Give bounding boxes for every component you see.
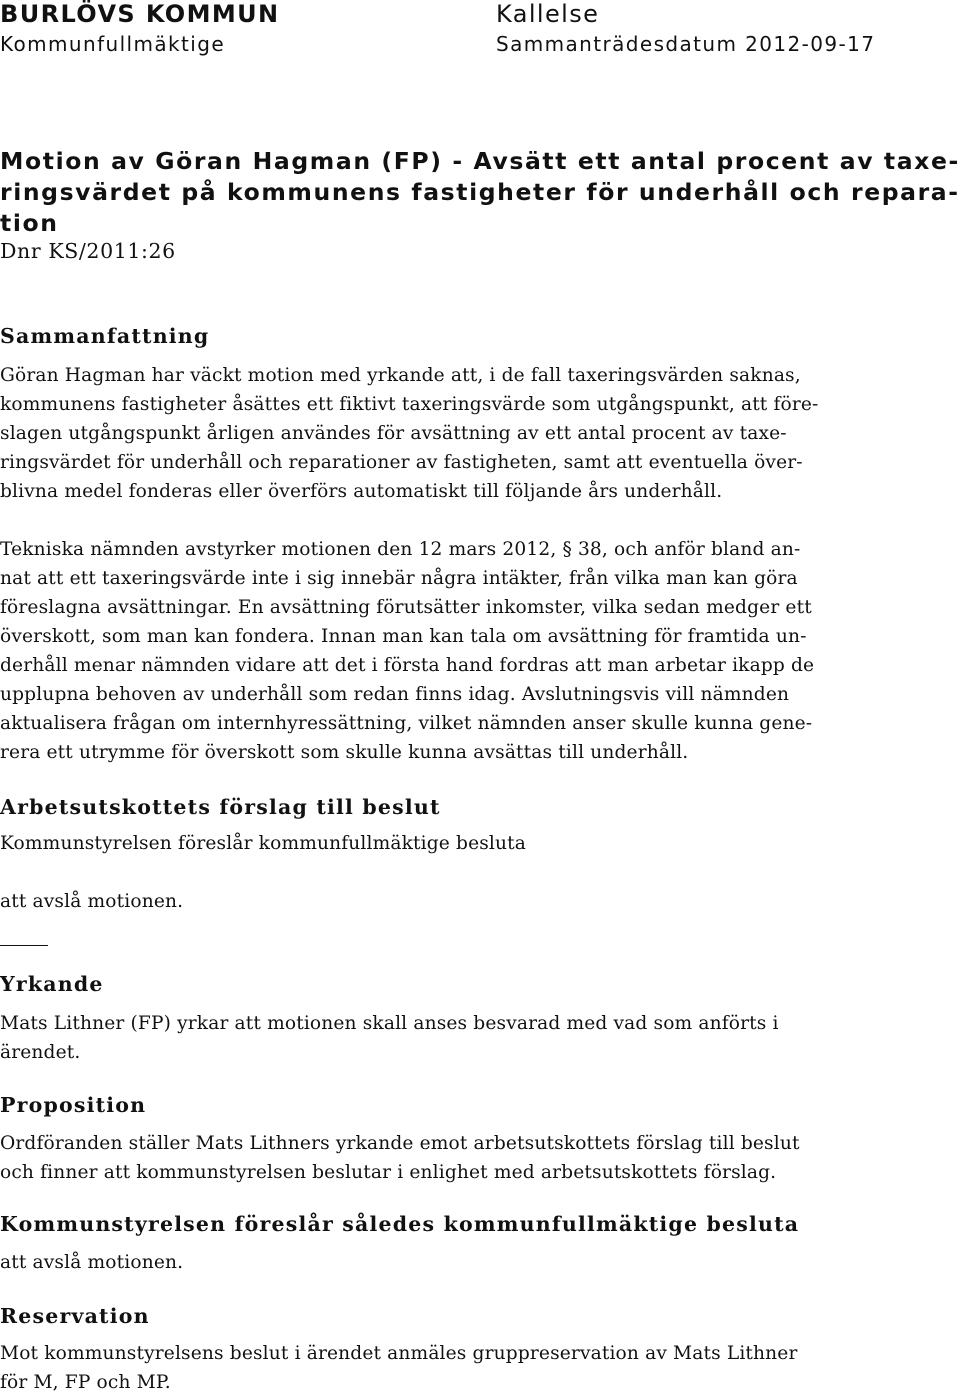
- summary-heading: Sammanfattning: [0, 324, 210, 348]
- committee-decision: att avslå motionen.: [0, 891, 184, 912]
- text-line: för M, FP och MP.: [0, 1372, 171, 1393]
- board-decision-heading: Kommunstyrelsen föreslår således kommunfullmäktige besluta: [0, 1212, 800, 1236]
- reservation-paragraph: [0, 1339, 958, 1397]
- text-line: föreslagna avsättningar. En avsättning förutsätter inkomster, vilka sedan medger ett: [0, 597, 812, 618]
- text-line: Tekniska nämnden avstyrker motionen den 12 mars 2012, § 38, och anför bland an-: [0, 539, 801, 560]
- text-line: Mats Lithner (FP) yrkar att motionen skall anses besvarad med vad som anförts i: [0, 1013, 779, 1034]
- title-line: Motion av Göran Hagman (FP) - Avsätt ett antal procent av taxe-: [0, 147, 960, 175]
- meeting-date: Sammanträdesdatum 2012-09-17: [496, 32, 876, 56]
- reservation-heading: Reservation: [0, 1304, 150, 1328]
- text-line: och finner att kommunstyrelsen beslutar i enlighet med arbetsutskottets förslag.: [0, 1162, 777, 1183]
- text-line: Ordföranden ställer Mats Lithners yrkande emot arbetsutskottets förslag till beslut: [0, 1133, 800, 1154]
- title-line: ringsvärdet på kommunens fastigheter för underhåll och repara-: [0, 178, 960, 206]
- text-line: upplupna behoven av underhåll som redan finns idag. Avslutningsvis vill nämnden: [0, 684, 790, 705]
- separator-line: [0, 945, 48, 946]
- title-line: tion: [0, 209, 59, 237]
- text-line: aktualisera frågan om internhyressättning, vilket nämnden anser skulle kunna gene-: [0, 713, 813, 734]
- document-title: [0, 146, 960, 239]
- document-type: Kallelse: [496, 0, 600, 28]
- committee-proposal-text: Kommunstyrelsen föreslår kommunfullmäktige besluta: [0, 833, 527, 854]
- summary-paragraph: [0, 361, 958, 506]
- text-line: överskott, som man kan fondera. Innan man kan tala om avsättning för framtida un-: [0, 626, 807, 647]
- technical-committee-paragraph: [0, 535, 958, 767]
- proposition-heading: Proposition: [0, 1093, 147, 1117]
- proposition-paragraph: [0, 1129, 958, 1187]
- text-line: derhåll menar nämnden vidare att det i första hand fordras att man arbetar ikapp de: [0, 655, 815, 676]
- text-line: ärendet.: [0, 1042, 81, 1063]
- text-line: rera ett utrymme för överskott som skulle kunna avsättas till underhåll.: [0, 742, 689, 763]
- text-line: blivna medel fonderas eller överförs automatiskt till följande års underhåll.: [0, 481, 723, 502]
- governing-body: Kommunfullmäktige: [0, 32, 226, 56]
- text-line: Göran Hagman har väckt motion med yrkande att, i de fall taxeringsvärden saknas,: [0, 365, 801, 386]
- text-line: Mot kommunstyrelsens beslut i ärendet anmäles gruppreservation av Mats Lithner: [0, 1343, 798, 1364]
- organization-name: BURLÖVS KOMMUN: [0, 0, 280, 28]
- text-line: ringsvärdet för underhåll och reparationer av fastigheten, samt att eventuella över-: [0, 452, 803, 473]
- text-line: nat att ett taxeringsvärde inte i sig innebär några intäkter, från vilka man kan göra: [0, 568, 798, 589]
- claim-heading: Yrkande: [0, 972, 104, 996]
- claim-paragraph: [0, 1009, 958, 1067]
- text-line: slagen utgångspunkt årligen användes för avsättning av ett antal procent av taxe-: [0, 423, 787, 444]
- board-decision-text: att avslå motionen.: [0, 1252, 184, 1273]
- diary-number: Dnr KS/2011:26: [0, 239, 176, 263]
- committee-proposal-heading: Arbetsutskottets förslag till beslut: [0, 795, 441, 819]
- text-line: kommunens fastigheter åsättes ett fiktivt taxeringsvärde som utgångspunkt, att före-: [0, 394, 819, 415]
